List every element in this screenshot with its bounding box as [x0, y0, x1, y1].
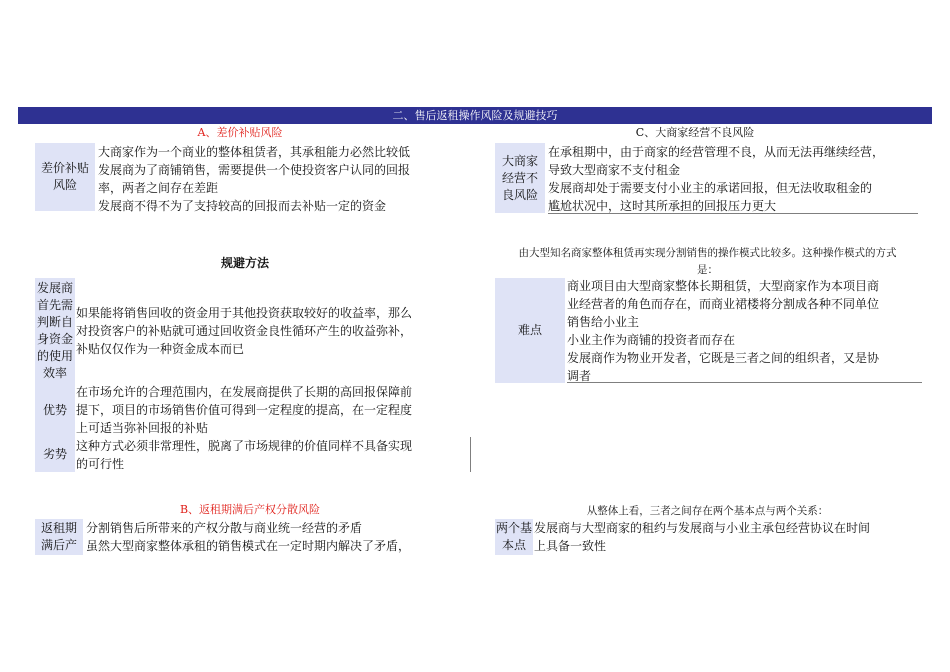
difficulty-line: 调者	[567, 369, 592, 383]
section-b-title: B、返租期满后产权分散风险	[179, 503, 321, 516]
difficulty-line: 销售给小业主	[567, 315, 640, 329]
section-a-line: 大商家作为一个商业的整体租赁者，其承租能力必然比较低	[98, 145, 411, 159]
method-line: 对投资客户的补贴就可通过回收资金良性循环产生的收益弥补，	[76, 324, 413, 338]
section-b-label	[35, 519, 83, 555]
section-a-label: 差价补贴风险	[35, 143, 95, 211]
section-a-body	[98, 143, 468, 215]
advantage-line: 提下，项目的市场销售价值可得到一定程度的提高，在一定程度	[76, 403, 413, 417]
difficulty-line: 商业项目由大型商家整体长期租赁，大型商家作为本项目商	[567, 279, 880, 293]
advantage-label: 优势	[35, 383, 75, 437]
advantage-body	[76, 383, 471, 437]
advantage-line: 上可适当弥补回报的补贴	[76, 421, 209, 435]
section-b-label-line: 返租期	[40, 521, 77, 535]
difficulty-line: 发展商作为物业开发者，它既是三者之间的组织者，又是协	[567, 351, 880, 365]
avoid-title: 规避方法	[220, 256, 269, 270]
mode-intro-line: 是：	[697, 264, 718, 276]
section-c-title: C、大商家经营不良风险	[635, 126, 755, 139]
section-a-line: 率，两者之间存在差距	[98, 181, 219, 195]
section-c-label: 大商家经营不良风险	[495, 143, 545, 213]
section-c-line: 尴尬状况中，这时其所承担的回报压力更大	[548, 199, 777, 213]
section-b-label-line: 满后产	[40, 538, 77, 552]
section-a-line: 发展商不得不为了支持较高的回报而去补贴一定的资金	[98, 199, 387, 213]
difficulty-line: 小业主作为商铺的投资者而存在	[567, 333, 736, 347]
difficulty-label: 难点	[495, 278, 565, 383]
basics-label-line: 本点	[501, 538, 526, 552]
section-c-line: 发展商却处于需要支付小业主的承诺回报，但无法收取租金的	[548, 181, 873, 195]
mode-intro-line: 由大型知名商家整体租赁再实现分割销售的操作模式比较多。这种操作模式的方式	[518, 247, 897, 259]
disadvantage-label: 劣势	[35, 437, 75, 472]
basics-label-line: 两个基	[495, 521, 532, 535]
section-a-line: 发展商为了商铺销售，需要提供一个使投资客户认同的回报	[98, 163, 411, 177]
basics-line: 发展商与大型商家的租约与发展商与小业主承包经营协议在时间	[534, 521, 871, 535]
disadvantage-line: 的可行性	[76, 457, 125, 471]
method-line: 如果能将销售回收的资金用于其他投资获取较好的收益率，那么	[76, 306, 413, 320]
method-line: 补贴仅仅作为一种资金成本而已	[76, 342, 245, 356]
method-label: 发展商首先需判断自身资金的使用效率	[35, 278, 75, 383]
method-body	[76, 304, 471, 358]
section-b-line: 虽然大型商家整体承租的销售模式在一定时期内解决了矛盾，	[86, 539, 411, 553]
mode-intro	[495, 245, 920, 279]
section-b-body	[86, 519, 471, 555]
difficulty-body	[567, 277, 922, 383]
section-b-line: 分割销售后所带来的产权分散与商业统一经营的矛盾	[86, 521, 363, 535]
difficulty-line: 业经营者的角色而存在，而商业裙楼将分割成各种不同单位	[567, 297, 880, 311]
basics-body	[534, 519, 924, 555]
basics-line: 上具备一致性	[534, 539, 607, 553]
section-banner: 二、售后返租操作风险及规避技巧	[18, 107, 932, 124]
disadvantage-body	[76, 437, 471, 472]
section-c-body	[548, 143, 918, 214]
section-c-line: 在承租期中，由于商家的经营管理不良，从而无法再继续经营，	[548, 145, 885, 159]
basics-label	[495, 519, 533, 555]
section-c-line: 导致大型商家不支付租金	[548, 163, 681, 177]
disadvantage-line: 这种方式必须非常理性，脱离了市场规律的价值同样不具备实现	[76, 439, 413, 453]
advantage-line: 在市场允许的合理范围内，在发展商提供了长期的高回报保障前	[76, 385, 413, 399]
basics-intro: 从整体上看，三者之间存在两个基本点与两个关系：	[586, 505, 829, 517]
section-a-title: A、差价补贴风险	[197, 126, 283, 139]
